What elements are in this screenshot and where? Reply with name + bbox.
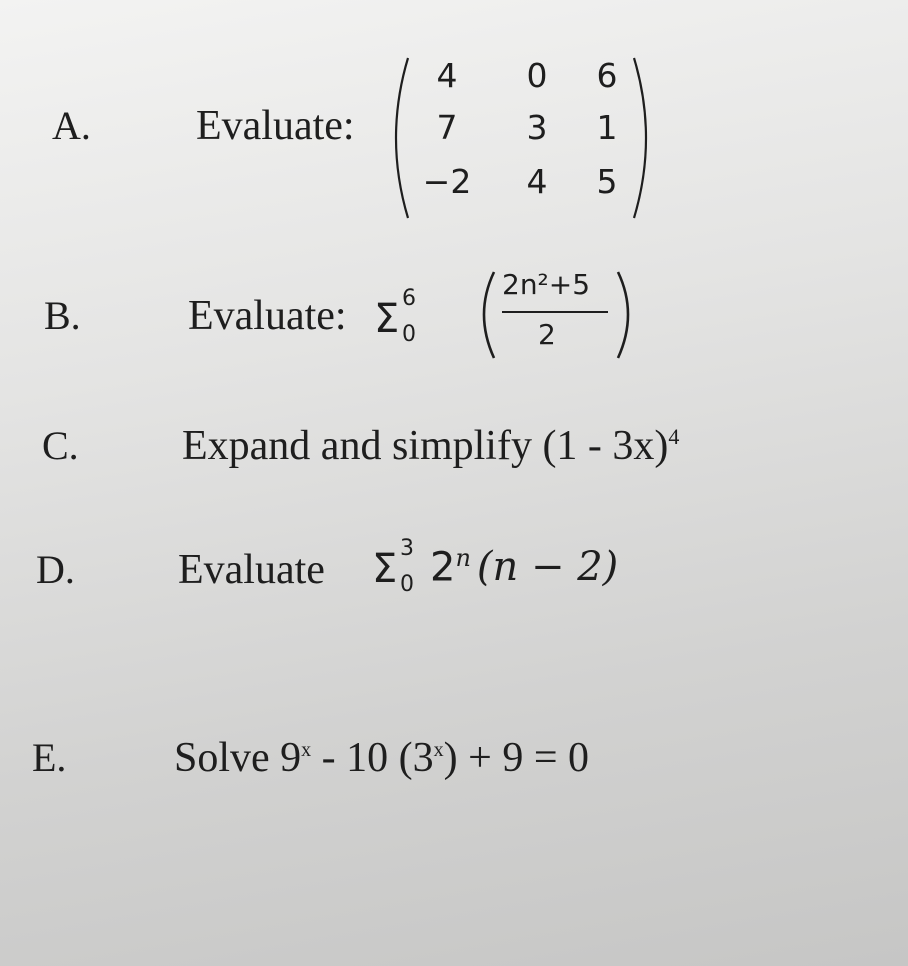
- equation-part: - 10 (3: [311, 735, 434, 781]
- power-base: 2: [430, 544, 456, 591]
- sigma-lower-limit: 0: [402, 322, 416, 347]
- matrix-cell: 6: [596, 56, 618, 95]
- question-e-label: E.: [32, 735, 67, 780]
- question-d-prompt: Evaluate: [178, 547, 325, 593]
- matrix-cell: 3: [526, 108, 548, 147]
- sigma-lower-limit: 0: [400, 572, 414, 597]
- matrix-cell: 4: [526, 162, 548, 201]
- question-c-text: [182, 422, 679, 470]
- question-c-label: C.: [42, 423, 79, 468]
- equation-part: ) + 9 = 0: [443, 735, 590, 781]
- question-d-label: D.: [36, 547, 75, 592]
- question-c-exponent: 4: [668, 424, 680, 449]
- power-exponent: n: [455, 544, 471, 572]
- matrix-cell: 5: [596, 162, 618, 201]
- fraction-expression: [472, 262, 642, 370]
- matrix: [384, 52, 664, 224]
- sigma-symbol: Σ: [372, 546, 398, 592]
- fraction-denominator: 2: [538, 318, 556, 351]
- question-e-equation: [174, 734, 589, 782]
- matrix-cell: 1: [596, 108, 618, 147]
- question-b-label: B.: [44, 293, 81, 338]
- matrix-cell: 7: [436, 108, 458, 147]
- sigma-symbol: Σ: [374, 296, 400, 342]
- fraction-bar: [502, 311, 608, 313]
- question-a-prompt: Evaluate:: [196, 103, 355, 149]
- question-b-prompt: Evaluate:: [188, 293, 347, 339]
- equation-exponent: x: [301, 739, 312, 761]
- question-a-label: A.: [52, 103, 91, 148]
- sigma-upper-limit: 6: [402, 286, 416, 311]
- fraction-numerator: 2n²+5: [502, 268, 591, 301]
- matrix-cell: −2: [422, 162, 472, 201]
- sigma-upper-limit: 3: [400, 536, 414, 561]
- matrix-cell: 4: [436, 56, 458, 95]
- equation-part: Solve 9: [174, 735, 302, 781]
- equation-exponent: x: [433, 739, 444, 761]
- matrix-cell: 0: [526, 56, 548, 95]
- question-d-expression: [430, 544, 618, 590]
- question-c-expression: Expand and simplify (1 - 3x): [182, 423, 669, 469]
- factor-expression: (n − 2): [476, 544, 619, 591]
